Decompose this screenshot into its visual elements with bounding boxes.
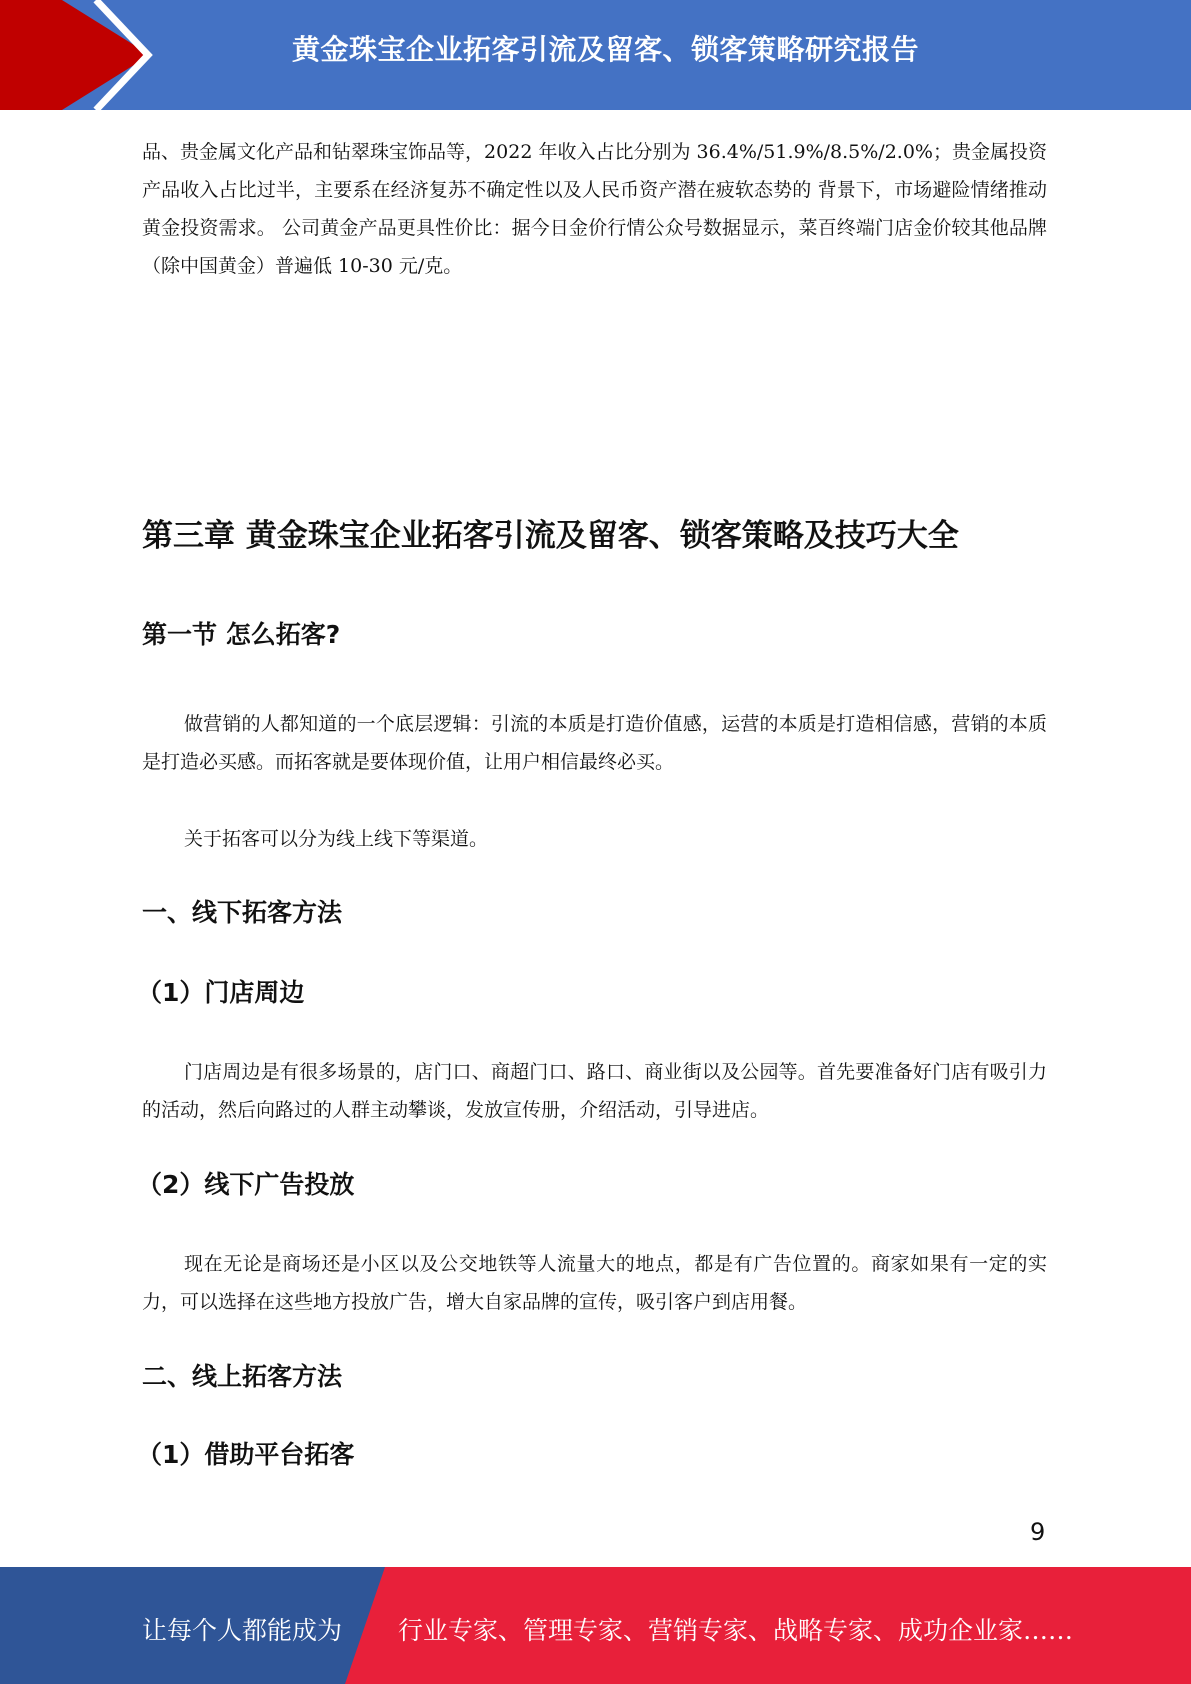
paragraph-channels: 关于拓客可以分为线上线下等渠道。 bbox=[184, 828, 489, 850]
heading-online-methods: 二、线上拓客方法 bbox=[142, 1362, 343, 1391]
intro-paragraph: 品、贵金属文化产品和钻翠珠宝饰品等，2022 年收入占比分别为 36.4%/51.9%/8.5%/2.0%；贵金属投资产品收入占比过半，主要系在经济复苏不确定性以及人民币资产潜在疲软态势的 背景下，市场避险情绪推动黄金投资需求。 公司黄金产品更具性价比：据今日金价行情公众号数据显示，菜百终端门店金价较其他品牌（除中国黄金）普遍低 10-30 元/克。 bbox=[142, 141, 1047, 277]
footer-slogan-left: 让每个人都能成为 bbox=[142, 1616, 343, 1645]
header-title: 黄金珠宝企业拓客引流及留客、锁客策略研究报告 bbox=[291, 33, 919, 66]
heading-offline-methods: 一、线下拓客方法 bbox=[142, 898, 343, 927]
paragraph-store-surroundings: 门店周边是有很多场景的，店门口、商超门口、路口、商业街以及公园等。首先要准备好门店有吸引力的活动，然后向路过的人群主动攀谈，发放宣传册，介绍活动，引导进店。 bbox=[142, 1061, 1047, 1121]
page-header bbox=[0, 0, 1191, 110]
page-footer bbox=[0, 1567, 1191, 1684]
subheading-offline-ads: （2）线下广告投放 bbox=[137, 1170, 355, 1199]
page-number: 9 bbox=[1030, 1518, 1046, 1546]
section-title: 第一节 怎么拓客? bbox=[142, 620, 341, 649]
chapter-title: 第三章 黄金珠宝企业拓客引流及留客、锁客策略及技巧大全 bbox=[142, 518, 959, 554]
subheading-store-surroundings: （1）门店周边 bbox=[137, 978, 305, 1007]
footer-slogan-right: 行业专家、管理专家、营销专家、战略专家、成功企业家…… bbox=[398, 1616, 1074, 1645]
paragraph-marketing-logic: 做营销的人都知道的一个底层逻辑：引流的本质是打造价值感，运营的本质是打造相信感，营销的本质是打造必买感。而拓客就是要体现价值，让用户相信最终必买。 bbox=[142, 713, 1047, 773]
subheading-platform: （1）借助平台拓客 bbox=[137, 1440, 355, 1469]
paragraph-offline-ads: 现在无论是商场还是小区以及公交地铁等人流量大的地点，都是有广告位置的。商家如果有一定的实力，可以选择在这些地方投放广告，增大自家品牌的宣传，吸引客户到店用餐。 bbox=[142, 1253, 1047, 1313]
